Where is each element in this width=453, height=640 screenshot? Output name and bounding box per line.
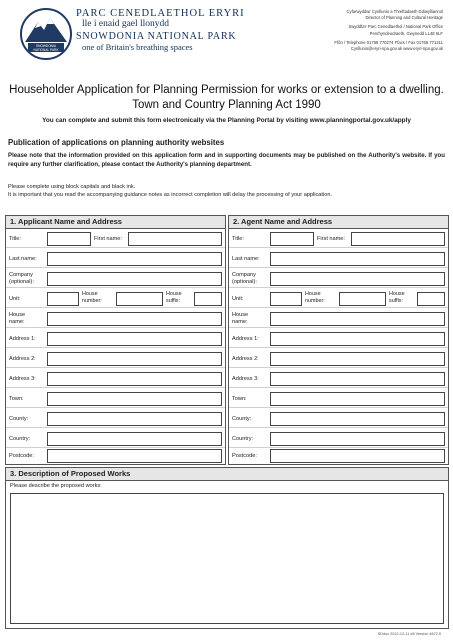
address3-label: Address 3: xyxy=(232,376,259,382)
unit-label: Unit: xyxy=(9,296,21,302)
applicant-county-field[interactable] xyxy=(47,412,222,426)
form-title-line2: Town and Country Planning Act 1990 xyxy=(132,99,321,111)
agent-house-name-field[interactable] xyxy=(270,312,445,326)
footer-reference: SDdoc 2012-12-11 #8 Version 4672.5 xyxy=(377,632,441,636)
applicant-company-field[interactable] xyxy=(47,272,222,286)
park-welsh-name: PARC CENEDLAETHOL ERYRI xyxy=(76,8,245,19)
postcode-label: Postcode: xyxy=(9,453,34,459)
instruction-line: Please complete using block capitals and black ink. xyxy=(8,184,136,190)
agent-last-name-field[interactable] xyxy=(270,252,445,266)
address2-label: Address 2: xyxy=(9,356,36,362)
house-suffix-label xyxy=(166,291,182,304)
applicant-town-field[interactable] xyxy=(47,392,222,406)
instruction-line: It is important that you read the accompanying guidance notes as incorrect completion will delay the processing of your application. xyxy=(8,192,332,198)
agent-house-suffix-field[interactable] xyxy=(417,292,445,306)
house-name-label-line1: House xyxy=(232,312,249,318)
description-section-heading: 3. Description of Proposed Works xyxy=(6,468,448,481)
postcode-label: Postcode: xyxy=(232,453,257,459)
country-label: Country: xyxy=(232,436,254,442)
title-label: Title: xyxy=(232,236,244,242)
applicant-last-name-field[interactable] xyxy=(47,252,222,266)
agent-section-heading: 2. Agent Name and Address xyxy=(229,216,448,229)
description-prompt: Please describe the proposed works: xyxy=(10,483,102,489)
applicant-house-suffix-field[interactable] xyxy=(194,292,222,306)
address3-label: Address 3: xyxy=(9,376,36,382)
contact-line: Cynllunio@eryri-npa.gov.uk www.eryri-npa.gov.uk xyxy=(350,46,443,52)
contact-block xyxy=(283,9,443,52)
first-name-label: First name: xyxy=(317,236,345,242)
contact-line: Director of Planning and Cultural Heritage xyxy=(365,15,443,21)
title-label: Title: xyxy=(9,236,21,242)
applicant-section xyxy=(5,215,226,465)
applicant-first-name-field[interactable] xyxy=(128,232,222,246)
unit-label: Unit: xyxy=(232,296,244,302)
applicant-address3-field[interactable] xyxy=(47,372,222,386)
park-welsh-tagline: lle i enaid gael llonydd xyxy=(82,19,170,29)
agent-address2-field[interactable] xyxy=(270,352,445,366)
description-section xyxy=(5,467,449,629)
applicant-house-name-field[interactable] xyxy=(47,312,222,326)
form-title xyxy=(0,83,453,113)
portal-note: You can complete and submit this form electronically via the Planning Portal by visiting www.planningportal.gov.uk/apply xyxy=(42,117,411,124)
agent-section xyxy=(228,215,449,465)
house-number-label-line2: number: xyxy=(305,297,325,304)
snowdonia-logo xyxy=(20,8,72,60)
agent-postcode-field[interactable] xyxy=(270,449,445,463)
company-label-line2: (optional): xyxy=(232,278,257,285)
publication-heading: Publication of applications on planning authority websites xyxy=(8,138,225,147)
agent-address3-field[interactable] xyxy=(270,372,445,386)
park-english-tagline: one of Britain's breathing spaces xyxy=(82,42,193,52)
address2-label: Address 2: xyxy=(232,356,259,362)
instructions xyxy=(8,183,448,199)
applicant-country-field[interactable] xyxy=(47,432,222,446)
country-label: Country: xyxy=(9,436,31,442)
agent-country-field[interactable] xyxy=(270,432,445,446)
agent-title-field[interactable] xyxy=(270,232,314,246)
house-number-label-line1: House xyxy=(82,291,98,297)
house-name-label xyxy=(9,312,25,325)
form-title-line1: Householder Application for Planning Permission for works or extension to a dwelling. xyxy=(9,84,444,96)
house-number-label xyxy=(305,291,325,304)
house-suffix-label-line2: suffix: xyxy=(166,297,180,304)
house-name-label-line2: name: xyxy=(9,318,25,325)
contact-line: Swyddfa'r Parc Cenedlaethol / National Park Office xyxy=(348,24,443,30)
house-name-label-line1: House xyxy=(9,312,26,318)
contact-line: Cyfarwyddwr Cynllunio a Threftadaeth Ddiwylliannol xyxy=(346,9,443,14)
town-label: Town: xyxy=(9,396,24,402)
agent-county-field[interactable] xyxy=(270,412,445,426)
agent-house-number-field[interactable] xyxy=(339,292,386,306)
house-suffix-label-line2: suffix: xyxy=(389,297,403,304)
applicant-address1-field[interactable] xyxy=(47,332,222,346)
house-suffix-label-line1: House xyxy=(389,291,405,297)
applicant-unit-field[interactable] xyxy=(47,292,79,306)
description-textarea[interactable] xyxy=(10,493,444,624)
applicant-house-number-field[interactable] xyxy=(116,292,163,306)
agent-company-field[interactable] xyxy=(270,272,445,286)
applicant-postcode-field[interactable] xyxy=(47,449,222,463)
town-label: Town: xyxy=(232,396,247,402)
house-number-label-line2: number: xyxy=(82,297,102,304)
svg-text:NATIONAL PARK: NATIONAL PARK xyxy=(33,48,59,52)
applicant-section-heading: 1. Applicant Name and Address xyxy=(6,216,225,229)
county-label: County: xyxy=(232,416,252,422)
house-number-label xyxy=(82,291,102,304)
contact-line: Penrhyndeudraeth, Gwynedd LL48 6LF xyxy=(369,30,443,36)
address1-label: Address 1: xyxy=(9,336,36,342)
last-name-label: Last name: xyxy=(232,256,260,262)
applicant-title-field[interactable] xyxy=(47,232,91,246)
agent-first-name-field[interactable] xyxy=(351,232,445,246)
first-name-label: First name: xyxy=(94,236,122,242)
house-suffix-label xyxy=(389,291,405,304)
house-name-label xyxy=(232,312,248,325)
last-name-label: Last name: xyxy=(9,256,37,262)
company-label-line1: Company xyxy=(232,272,256,278)
park-name-block xyxy=(76,8,246,52)
applicant-address2-field[interactable] xyxy=(47,352,222,366)
agent-unit-field[interactable] xyxy=(270,292,302,306)
house-name-label-line2: name: xyxy=(232,318,248,325)
house-suffix-label-line1: House xyxy=(166,291,182,297)
company-label-line2: (optional): xyxy=(9,278,34,285)
svg-text:SNOWDONIA: SNOWDONIA xyxy=(35,44,57,48)
house-number-label-line1: House xyxy=(305,291,321,297)
agent-address1-field[interactable] xyxy=(270,332,445,346)
county-label: County: xyxy=(9,416,29,422)
agent-town-field[interactable] xyxy=(270,392,445,406)
contact-line: Ffôn / Telephone 01766 770274 Ffacs / Fax 01766 771211 xyxy=(334,39,443,45)
publication-text: Please note that the information provided on this application form and in supporting documents may be published on the Authority's website. If you require any further clarification, please contact the Authority's planning department. xyxy=(8,152,445,168)
park-english-name: SNOWDONIA NATIONAL PARK xyxy=(76,31,237,42)
company-label-line1: Company xyxy=(9,272,33,278)
address1-label: Address 1: xyxy=(232,336,259,342)
company-label xyxy=(9,272,34,285)
company-label xyxy=(232,272,257,285)
